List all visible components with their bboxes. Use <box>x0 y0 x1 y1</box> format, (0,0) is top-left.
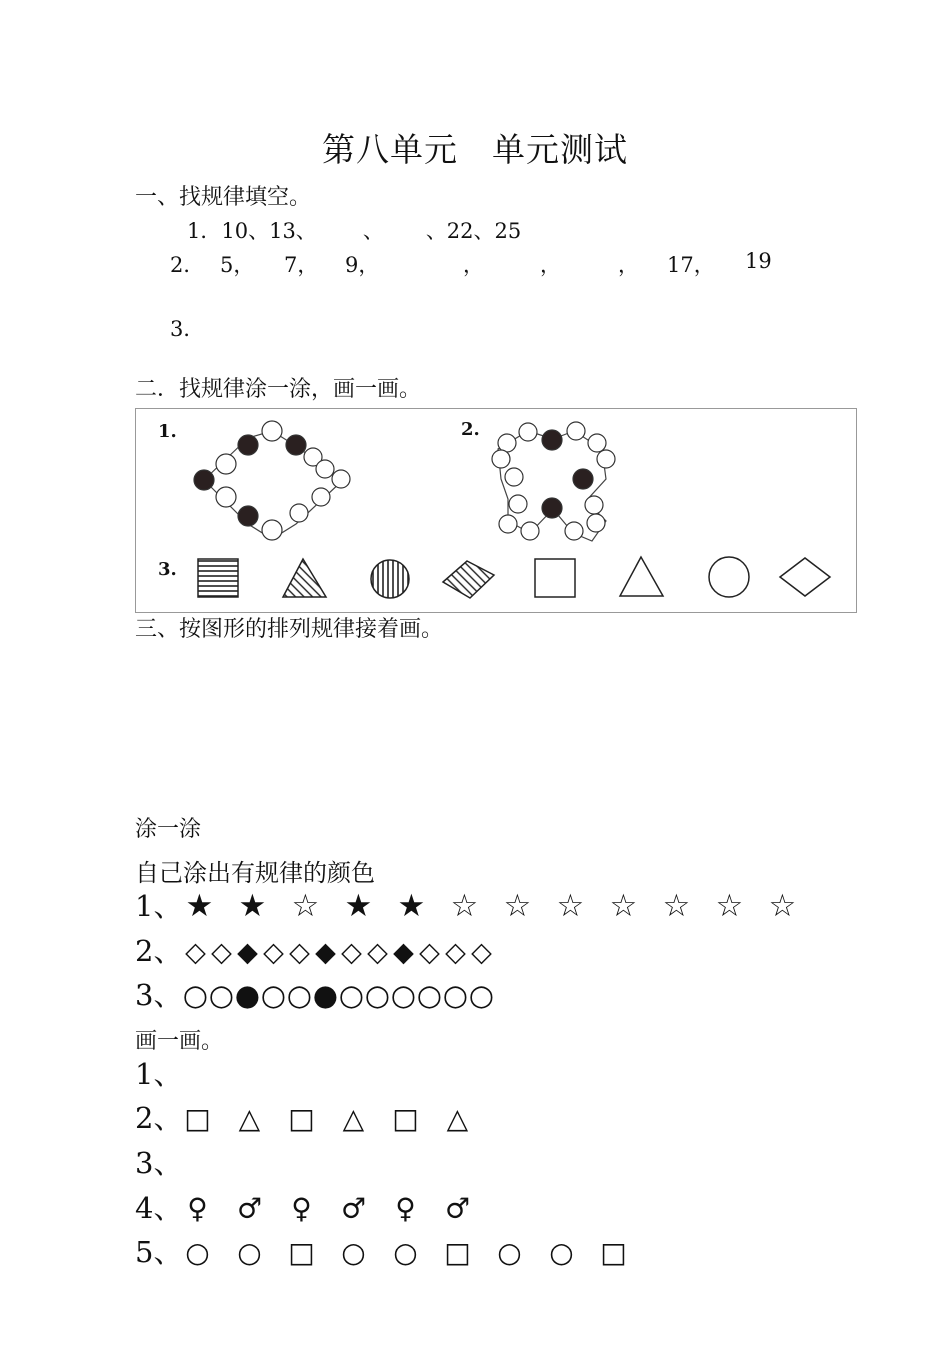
bead-filled[interactable] <box>286 435 306 455</box>
bead-empty[interactable] <box>585 496 603 514</box>
empty-circle-icon[interactable]: ○ <box>390 978 417 1012</box>
bead-empty[interactable] <box>262 520 282 540</box>
empty-circle-icon[interactable]: ○ <box>468 978 495 1012</box>
male-symbol-icon[interactable]: ♂ <box>340 1192 366 1225</box>
striped-diamond[interactable] <box>443 561 494 598</box>
draw-heading: 画一画。 <box>135 1029 224 1054</box>
bead-empty[interactable] <box>565 522 583 540</box>
bead-empty[interactable] <box>499 515 517 533</box>
row-label: 2、 <box>135 1101 183 1135</box>
square-icon[interactable]: □ <box>600 1236 627 1269</box>
bead-ring-1 <box>194 421 350 540</box>
figure-label: 1. <box>158 421 177 442</box>
q2-item: ， <box>618 253 639 277</box>
bead-empty[interactable] <box>521 522 539 540</box>
male-symbol-icon[interactable]: ♂ <box>444 1192 470 1225</box>
draw-row <box>135 1230 650 1271</box>
female-symbol-icon[interactable]: ♀ <box>291 1192 312 1225</box>
filled-star-icon[interactable]: ★ <box>238 888 267 924</box>
bead-filled[interactable] <box>542 430 562 450</box>
color-row <box>135 929 494 970</box>
figure-label: 2. <box>461 419 480 440</box>
empty-star-icon[interactable]: ☆ <box>609 888 638 924</box>
square-icon[interactable]: □ <box>184 1102 211 1135</box>
row-label: 1、 <box>135 889 183 923</box>
bead-empty[interactable] <box>509 495 527 513</box>
draw-row <box>135 1186 494 1227</box>
color-row <box>135 973 494 1014</box>
bead-filled[interactable] <box>573 469 593 489</box>
filled-circle-icon[interactable]: ● <box>234 978 261 1012</box>
diamond-outline[interactable] <box>780 558 830 596</box>
empty-diamond-icon[interactable]: ◇ <box>367 937 388 968</box>
bead-filled[interactable] <box>238 506 258 526</box>
q2-item: ， <box>463 253 484 277</box>
empty-circle-icon[interactable]: ○ <box>286 978 313 1012</box>
bead-filled[interactable] <box>238 435 258 455</box>
draw-row <box>135 1096 494 1137</box>
bead-empty[interactable] <box>587 514 605 532</box>
empty-diamond-icon[interactable]: ◇ <box>341 937 362 968</box>
pattern-figure-box <box>135 408 857 613</box>
section2-heading: 二．找规律涂一涂，画一画。 <box>135 377 422 402</box>
filled-diamond-icon[interactable]: ◆ <box>237 937 258 968</box>
bead-empty[interactable] <box>498 434 516 452</box>
bead-empty[interactable] <box>597 450 615 468</box>
bead-empty[interactable] <box>316 460 334 478</box>
color-subheading: 自己涂出有规律的颜色 <box>135 859 375 887</box>
empty-star-icon[interactable]: ☆ <box>556 888 585 924</box>
bead-empty[interactable] <box>332 470 350 488</box>
empty-diamond-icon[interactable]: ◇ <box>445 937 466 968</box>
bead-empty[interactable] <box>567 422 585 440</box>
q2-item: 7， <box>284 253 319 277</box>
empty-diamond-icon[interactable]: ◇ <box>263 937 284 968</box>
striped-circle[interactable] <box>371 560 409 598</box>
empty-diamond-icon[interactable]: ◇ <box>185 937 206 968</box>
color-heading: 涂一涂 <box>135 817 202 842</box>
empty-circle-icon[interactable]: ○ <box>549 1236 574 1269</box>
square-icon[interactable]: □ <box>288 1236 315 1269</box>
empty-circle-icon[interactable]: ○ <box>237 1236 262 1269</box>
q1-sep2: 、22、25 <box>425 219 522 243</box>
section1-heading: 一、找规律填空。 <box>135 185 312 210</box>
page-title: 第八单元 单元测试 <box>322 130 628 169</box>
row-label: 4、 <box>135 1191 183 1225</box>
section3-heading: 三、按图形的排列规律接着画。 <box>135 617 444 642</box>
female-symbol-icon[interactable]: ♀ <box>395 1192 416 1225</box>
triangle-icon[interactable]: △ <box>342 1102 365 1135</box>
row-label: 5、 <box>135 1235 183 1269</box>
bead-filled[interactable] <box>542 498 562 518</box>
empty-circle-icon[interactable]: ○ <box>208 978 235 1012</box>
empty-diamond-icon[interactable]: ◇ <box>419 937 440 968</box>
filled-star-icon[interactable]: ★ <box>397 888 426 924</box>
triangle-icon[interactable]: △ <box>238 1102 261 1135</box>
filled-circle-icon[interactable]: ● <box>312 978 339 1012</box>
empty-star-icon[interactable]: ☆ <box>662 888 691 924</box>
row-label: 3、 <box>135 978 183 1012</box>
empty-star-icon[interactable]: ☆ <box>768 888 797 924</box>
pattern-figures-svg <box>136 409 858 614</box>
striped-square[interactable] <box>198 559 238 597</box>
filled-diamond-icon[interactable]: ◆ <box>315 937 336 968</box>
male-symbol-icon[interactable]: ♂ <box>236 1192 262 1225</box>
empty-diamond-icon[interactable]: ◇ <box>471 937 492 968</box>
triangle-outline[interactable] <box>620 557 663 596</box>
empty-circle-icon[interactable]: ○ <box>341 1236 366 1269</box>
square-icon[interactable]: □ <box>392 1102 419 1135</box>
draw-row <box>135 1052 182 1093</box>
bead-empty[interactable] <box>492 450 510 468</box>
empty-star-icon[interactable]: ☆ <box>291 888 320 924</box>
bead-empty[interactable] <box>216 454 236 474</box>
empty-circle-icon[interactable]: ○ <box>442 978 469 1012</box>
question-1-1 <box>187 215 521 245</box>
empty-star-icon[interactable]: ☆ <box>715 888 744 924</box>
empty-circle-icon[interactable]: ○ <box>497 1236 522 1269</box>
filled-diamond-icon[interactable]: ◆ <box>393 937 414 968</box>
shape-row <box>198 557 830 598</box>
empty-circle-icon[interactable]: ○ <box>260 978 287 1012</box>
row-label: 3、 <box>135 1146 183 1180</box>
q1-sep1: 、 <box>362 219 384 243</box>
square-icon[interactable]: □ <box>288 1102 315 1135</box>
q2-item: 17， <box>667 253 715 277</box>
bead-empty[interactable] <box>312 488 330 506</box>
square-outline[interactable] <box>535 559 575 597</box>
empty-circle-icon[interactable]: ○ <box>182 978 209 1012</box>
empty-circle-icon[interactable]: ○ <box>393 1236 418 1269</box>
empty-circle-icon[interactable]: ○ <box>185 1236 210 1269</box>
q2-item: 5， <box>220 253 255 277</box>
q2-item: 19 <box>745 249 772 273</box>
q1-label: 1．10、13、 <box>187 219 317 243</box>
triangle-icon[interactable]: △ <box>446 1102 469 1135</box>
question-1-3-label: 3． <box>170 317 205 341</box>
bead-filled[interactable] <box>194 470 214 490</box>
figure-label: 3. <box>158 559 177 580</box>
empty-circle-icon[interactable]: ○ <box>416 978 443 1012</box>
bead-empty[interactable] <box>519 423 537 441</box>
row-label: 1、 <box>135 1057 183 1091</box>
square-icon[interactable]: □ <box>444 1236 471 1269</box>
draw-row <box>135 1141 182 1182</box>
bead-empty[interactable] <box>290 504 308 522</box>
q2-item: 9， <box>345 253 380 277</box>
color-row <box>135 884 818 925</box>
empty-star-icon[interactable]: ☆ <box>450 888 479 924</box>
bead-empty[interactable] <box>216 487 236 507</box>
striped-triangle[interactable] <box>283 559 326 597</box>
filled-star-icon[interactable]: ★ <box>344 888 373 924</box>
bead-ring-2 <box>492 422 615 541</box>
empty-star-icon[interactable]: ☆ <box>503 888 532 924</box>
row-label: 2、 <box>135 934 183 968</box>
bead-empty[interactable] <box>262 421 282 441</box>
female-symbol-icon[interactable]: ♀ <box>187 1192 208 1225</box>
empty-circle-icon[interactable]: ○ <box>364 978 391 1012</box>
q2-item: ， <box>540 253 561 277</box>
empty-diamond-icon[interactable]: ◇ <box>211 937 232 968</box>
circle-outline[interactable] <box>709 557 749 597</box>
empty-circle-icon[interactable]: ○ <box>338 978 365 1012</box>
empty-diamond-icon[interactable]: ◇ <box>289 937 310 968</box>
question-1-2-label: 2． <box>170 253 205 277</box>
bead-empty[interactable] <box>588 434 606 452</box>
bead-empty[interactable] <box>505 468 523 486</box>
filled-star-icon[interactable]: ★ <box>185 888 214 924</box>
